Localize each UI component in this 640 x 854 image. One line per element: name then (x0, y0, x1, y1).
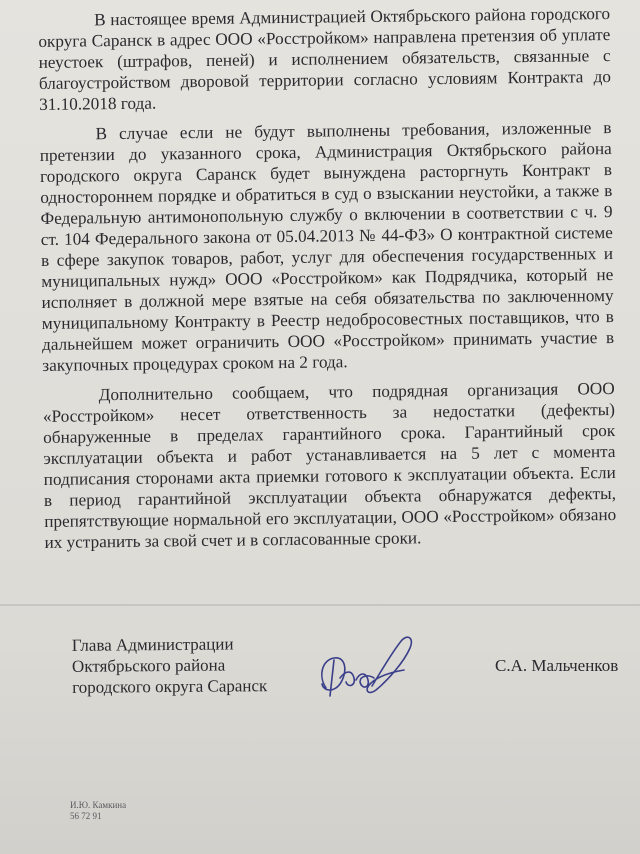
handwritten-signature (312, 630, 424, 710)
paragraph-warranty: Дополнительно сообщаем, что подрядная организация ООО «Росстройком» несет ответственность за недостатки (дефекты) обнаруженные в пределах гарантийного срока. Гарантийный срок эксплуатации объекта и работ устанавливается на 5 лет с момента подписания сторонами акта приемки готового к эксплуатации объекта. Если в период гарантийной эксплуатации объекта обнаружатся дефекты, препятствующие нормальной его эксплуатации, ООО «Росстройком» обязано их устранить за свой счет и в согласованные сроки. (42, 378, 617, 552)
signatory-title-line-1: Глава Администрации (71, 634, 234, 655)
executor-info (70, 800, 126, 822)
letter-body (38, 3, 617, 562)
paper-fold-line (0, 604, 640, 606)
paragraph-consequences: В случае если не будут выполнены требования, изложенные в претензии до указанного срока, Администрация Октябрьского района городского округа Саранск будет вынуждена расторгнуть Контракт в одностороннем порядке и обратиться в суд о взыскании неустойки, а также в Федеральную антимонопольную службу о включении в соответствии с ч. 9 ст. 104 Федерального закона от 05.04.2013 № 44-ФЗ» О контрактной системе в сфере закупок товаров, работ, услуг для обеспечения государственных и муниципальных нужд» ООО «Росстройком» как Подрядчика, который не исполняет в должной мере взятые на себя обязательства по заключенному муниципальному Контракту в Реестр недобросовестных поставщиков, что в дальнейшем может ограничить ООО «Росстройком» принимать участие в закупочных процедурах сроком на 2 года. (39, 118, 615, 375)
paragraph-claim: В настоящее время Администрацией Октябрьского района городского округа Саранск в адрес ООО «Росстройком» направлена претензия об уплате неустоек (штрафов, пеней) и исполнением обязательств, связанные с благоустройством дворовой территории согласно условиям Контракта до 31.10.2018 года. (38, 4, 611, 114)
signatory-title (72, 633, 268, 698)
signatory-name: С.А. Мальченков (495, 656, 619, 675)
signatory-title-line-3: городского округа Саранск (72, 676, 268, 697)
signatory-title-line-2: Октябрьского района (71, 655, 226, 676)
executor-phone: 56 72 91 (70, 811, 102, 821)
executor-name: И.Ю. Камкина (70, 800, 127, 810)
